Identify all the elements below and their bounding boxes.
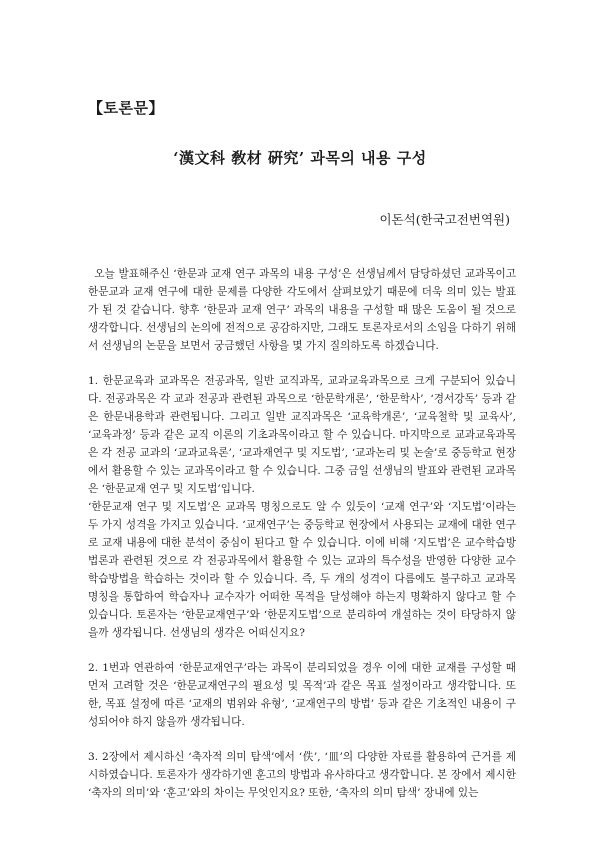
paragraph-intro: 오늘 발표해주신 ‘한문과 교재 연구 과목의 내용 구성’은 선생님께서 담당하셨던 교과목이고 한문교과 교재 연구에 대한 문제를 다양한 각도에서 살펴보았기 때문에 더욱 의미 있는 발표가 된 것 같습니다. 향후 ‘한문과 교재 연구’ 과목의 내용을 구성할 때 많은 도움이 될 것으로 생각합니다. 선생님의 논의에 전적으로 공감하지만, 그래도 토론자로서의 소임을 다하기 위해서 선생님의 논문을 보면서 궁금했던 사항을 몇 가지 질의하도록 하겠습니다.: [88, 268, 516, 352]
document-title: ‘漢文科 敎材 硏究’ 과목의 내용 구성: [173, 149, 427, 167]
document-body: [88, 265, 516, 819]
paragraph-question-2: 2. 1번과 연관하여 ‘한문교재연구’라는 과목이 분리되었을 경우 이에 대한 교재를 구성할 때 먼저 고려할 것은 ‘한문교재연구의 필요성 및 목적’과 같은 목표 설정이라고 생각합니다. 또한, 목표 설정에 따른 ‘교재의 범위와 유형’, ‘교재연구의 방법’ 등과 같은 기초적인 내용이 구성되어야 하지 않을까 생각됩니다.: [88, 662, 516, 728]
paragraph-question-3: 3. 2장에서 제시하신 ‘축자적 의미 탐색’에서 ‘佚’, ‘皿’의 다양한 자료를 활용하여 근거를 제시하였습니다. 토론자가 생각하기엔 훈고의 방법과 유사하다고 생각합니다. 본 장에서 제시한 ‘축자의 의미’와 ‘훈고’와의 차이는 무엇인지요? 또한, ‘축자의 의미 탐색’ 장내에 있는: [88, 751, 516, 799]
paragraph-question-1: 1. 한문교육과 교과목은 전공과목, 일반 교직과목, 교과교육과목으로 크게 구분되어 있습니다. 전공과목은 각 교과 전공과 관련된 과목으로 ‘한문학개론’, ‘한문학사’, ‘경서강독’ 등과 같은 한문내용학과 관련됩니다. 그리고 일반 교직과목은 ‘교육학개론’, ‘교육철학 및 교육사’, ‘교육과정’ 등과 같은 교직 이론의 기초과목이라고 할 수 있습니다. 마지막으로 교과교육과목은 각 전공 교과의 ‘교과교육론’, ‘교과재연구 및 지도법’, ‘교과논리 및 논술’로 중등학교 현장에서 활용할 수 있는 교과목이라고 할 수 있습니다. 그중 금일 선생님의 발표와 관련된 교과목은 ‘한문교재 연구 및 지도법’입니다.: [88, 375, 516, 495]
section-label: 【토론문】: [88, 99, 164, 117]
author-line: 이돈석(한국고전번역원): [379, 212, 510, 227]
paragraph-question-1-cont: ‘한문교재 연구 및 지도법’은 교과목 명칭으로도 알 수 있듯이 ‘교재 연구’와 ‘지도법’이라는 두 가지 성격을 가지고 있습니다. ‘교재연구’는 중등학교 현장에서 사용되는 교재에 대한 연구로 교재 내용에 대한 분석이 중심이 된다고 할 수 있습니다. 이에 비해 ‘지도법’은 교수학습방법론과 관련된 것으로 각 전공과목에서 활용할 수 있는 교과의 특수성을 반영한 다양한 교수 학습방법을 학습하는 것이라 할 수 있습니다. 즉, 두 개의 성격이 다름에도 불구하고 교과목 명칭을 통합하여 학습자나 교수자가 어떠한 목적을 달성해야 하는지 명확하지 않다고 할 수 있습니다. 토론자는 ‘한문교재연구’와 ‘한문지도법’으로 분리하여 개설하는 것이 타당하지 않을까 생각됩니다. 선생님의 생각은 어떠신지요?: [88, 501, 516, 639]
